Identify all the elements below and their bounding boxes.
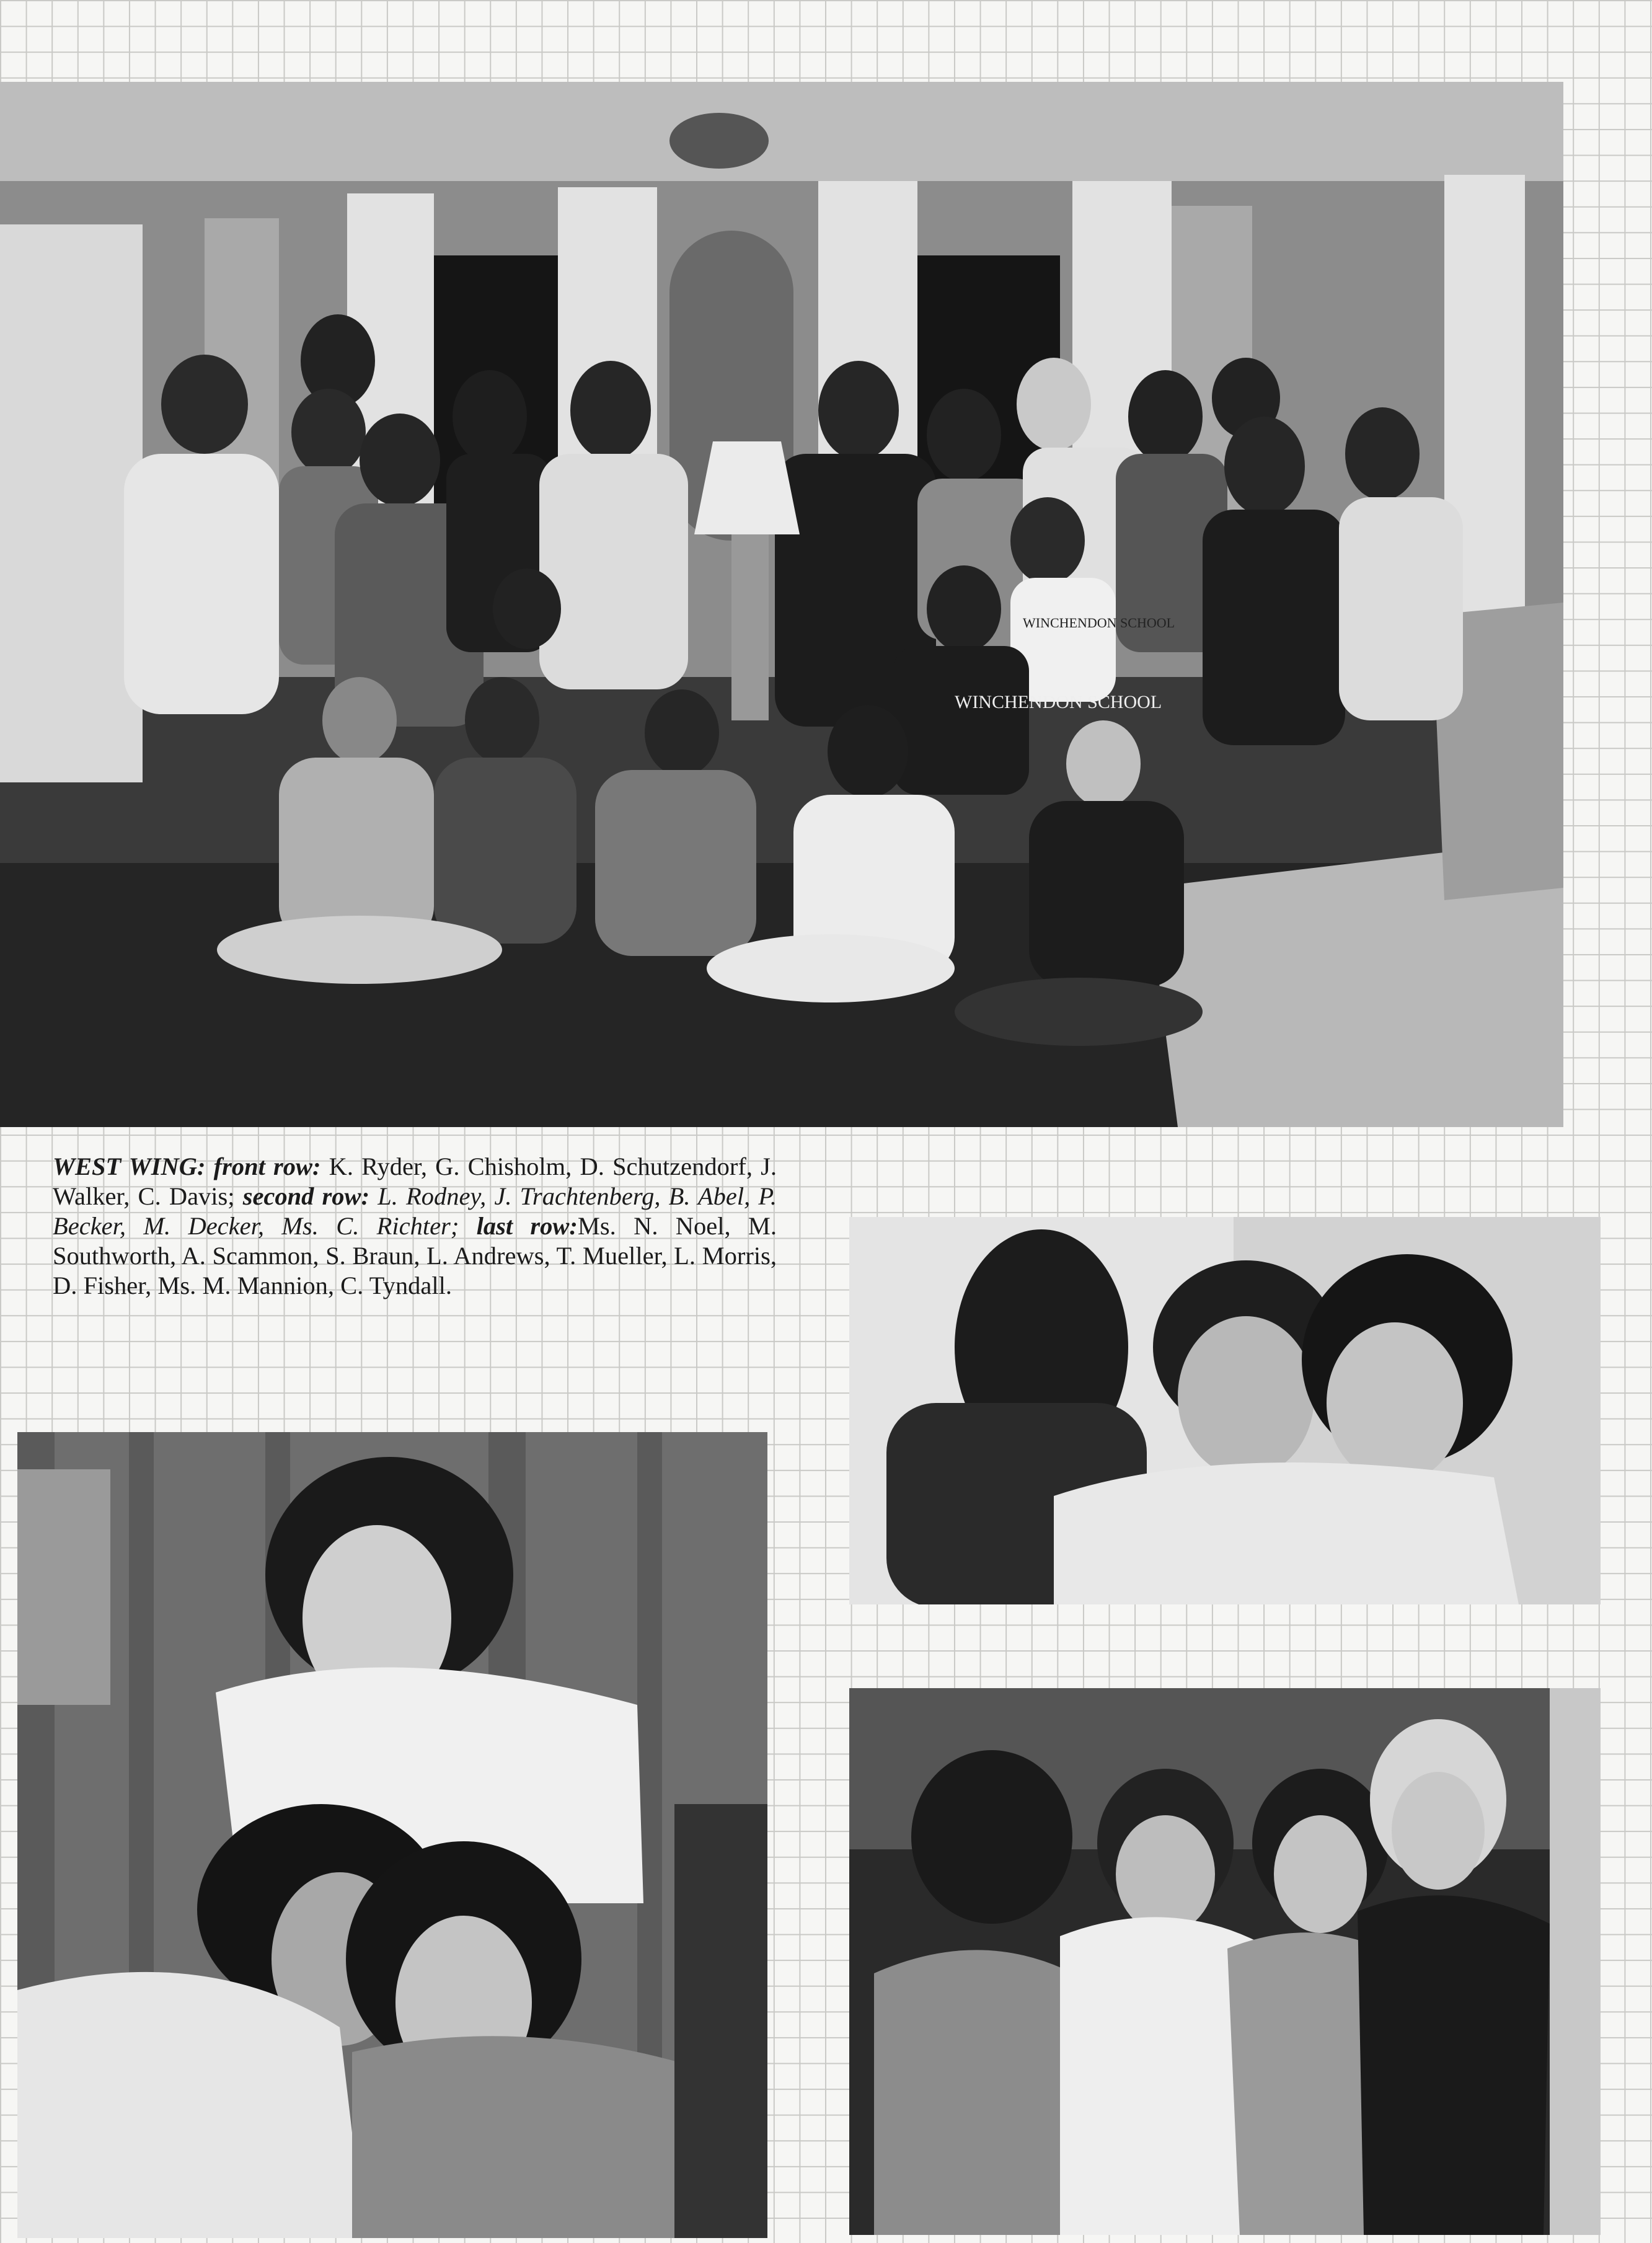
caption-second-row-names: L. Rodney, J. Trachtenberg, B. Abel, P. Becker, M. Decker, Ms. C. Richter; bbox=[53, 1182, 777, 1240]
caption-front-row-names: K. Ryder, G. Chisholm, D. Schutzendorf, J. Walker, C. Davis; bbox=[53, 1152, 777, 1210]
photo-two-girls-posing bbox=[17, 1432, 767, 2238]
caption-last-row-label: last row: bbox=[476, 1212, 578, 1240]
caption-second-row-label: second row: bbox=[242, 1182, 370, 1210]
sweatshirt-text: WINCHENDON SCHOOL bbox=[1023, 615, 1175, 630]
caption-section-label: WEST WING: bbox=[53, 1152, 206, 1180]
photo-caption bbox=[53, 1152, 777, 1301]
group-photo-west-wing bbox=[0, 82, 1563, 1127]
photo-hugging-girls bbox=[849, 1217, 1601, 1604]
caption-front-row-label: front row: bbox=[213, 1152, 321, 1180]
sweatshirt-text: WINCHENDON SCHOOL bbox=[955, 692, 1162, 712]
photo-four-girls-hallway bbox=[849, 1688, 1601, 2235]
caption-last-row-names: Ms. N. Noel, M. Southworth, A. Scammon, S. Braun, L. Andrews, T. Mueller, L. Morris, D. Fisher, Ms. M. Mannion, C. Tyndall. bbox=[53, 1212, 777, 1299]
